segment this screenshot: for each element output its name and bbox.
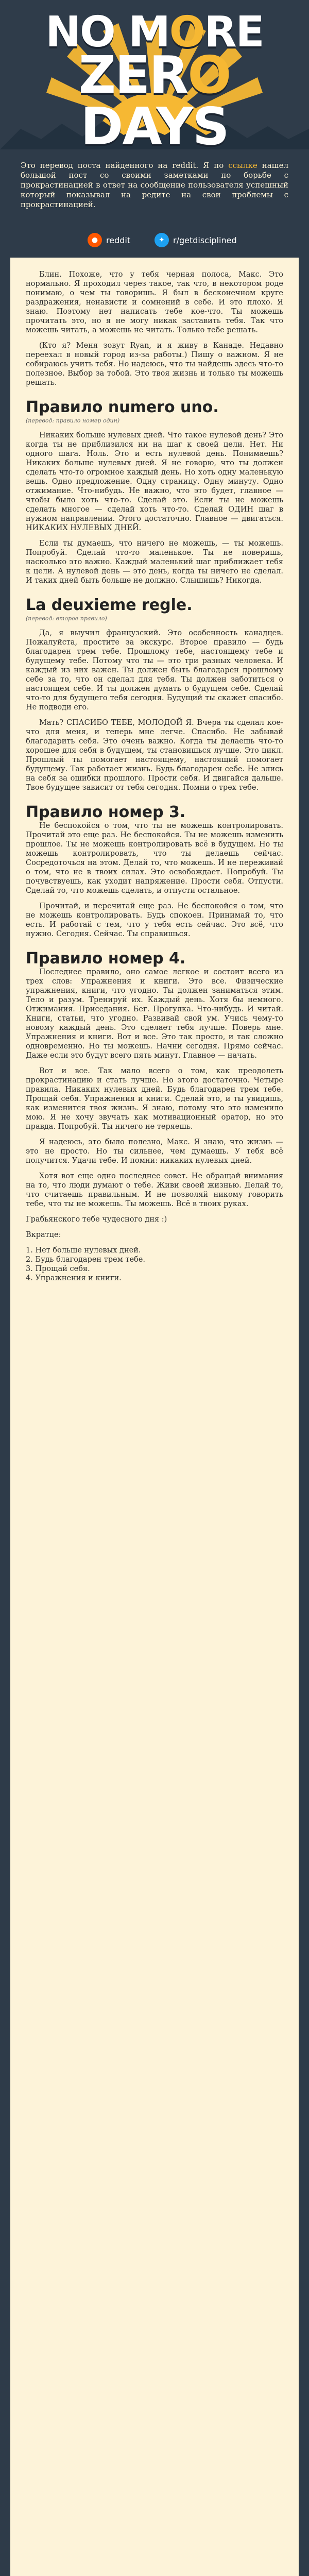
paragraph: Никаких больше нулевых дней. Что такое нулевой день? Это когда ты не приблизился ни на шаг к своей цели. Нет. Ни одного шага. Ноль. Это и есть нулевой день. Понимаешь? Никаких больше нулевых дней. Я не говорю, что ты должен сделать что-то огромное каждый день. Но хоть одну маленькую вещь. Одно предложение. Одну страницу. Одну минуту. Одно отжимание. Что-нибудь. Не важно, что это будет, главное — чтобы было хоть что-то. Сделай это. Если ты не можешь сделать многое — сделай хоть что-то. Сделай ОДИН шаг в нужном направлении. Этого достаточно. Главное — двигаться. НИКАКИХ НУЛЕВЫХ ДНЕЙ.: [26, 431, 283, 532]
paragraph: Мать? СПАСИБО ТЕБЕ, МОЛОДОЙ Я. Вчера ты сделал кое-что для меня, и теперь мне легче. Спасибо. Не забывай благодарить себя. Это очень важно. Когда ты делаешь что-то хорошее для себя в будущем, ты становишься лучше. Это цикл. Прошлый ты помогает настоящему, настоящий помогает будущему. Так работает жизнь. Будь благодарен себе. Не злись на себя за ошибки прошлого. Прости себя. И двигайся дальше. Твое будущее зависит от тебя сегодня. Помни о трех тебе.: [26, 719, 283, 792]
paragraph: Блин. Похоже, что у тебя черная полоса, Макс. Это нормально. Я проходил через такое, так что, в некотором роде понимаю, о чем ты говоришь. Я был в бесконечном круге раздражения, ненависти и сомнений в себе. И это плохо. Я знаю. Поэтому нет написать тебе кое-что. Ты можешь прочитать это, но я не могу никак заставить тебя. Так что можешь читать, а можешь не читать. Только тебе решать.: [26, 270, 283, 334]
reddit-icon: ●: [88, 233, 102, 247]
title-line-1: NO MORE: [45, 8, 264, 57]
reddit-link[interactable]: ● reddit: [88, 233, 130, 247]
rule-heading: Правило номер 4.: [26, 950, 186, 968]
paragraph: Я надеюсь, это было полезно, Макс. Я знаю, что жизнь — это не просто. Но ты сильнее, чем думаешь. У тебя всё получится. Удачи тебе. И помни: никаких нулевых дней.: [26, 1138, 283, 1165]
paragraph: Грабьянского тебе чудесного дня :): [26, 1215, 167, 1224]
twitter-icon: ✦: [154, 233, 169, 247]
paragraph: Да, я выучил французский. Это особенность канадцев. Пожалуйста, простите за экскурс. Второе правило — будь благодарен трем тебе. Прошлому тебе, настоящему тебе и будущему тебе. Потому что ты — это три разных человека. И каждый из них важен. Ты должен быть благодарен прошлому себе за то, что он сделал для тебя. Ты должен заботиться о настоящем себе. И ты должен думать о будущем себе. Сделай что-то для будущего тебя сегодня. Будущий ты скажет спасибо. Не подводи его.: [26, 629, 283, 711]
title: [0, 8, 309, 149]
summary-list: [26, 1246, 283, 1283]
paragraph: Последнее правило, оно самое легкое и состоит всего из трех слов: Упражнения и книги. Это все. Физические упражнения, книги, что угодно. Ты должен заниматься этим. Тело и разум. Тренируй их. Каждый день. Хотя бы немного. Отжимания. Приседания. Бег. Прогулка. Что-нибудь. И читай. Книги, статьи, что угодно. Развивай свой ум. Учись чему-то новому каждый день. Это сделает тебя лучше. Поверь мне. Упражнения и книги. Вот и все. Это так просто, и так сложно одновременно. Но ты можешь. Начни сегодня. Прямо сейчас. Даже если это будут всего пять минут. Главное — начать.: [26, 968, 283, 1060]
paragraph: (Кто я? Меня зовут Ryan, и я живу в Канаде. Недавно переехал в новый город из-за работы.) Пишу о важном. Я не собираюсь учить тебя. Но надеюсь, что ты найдешь здесь что-то полезное. Выбор за тобой. Это твоя жизнь и только ты можешь решать.: [26, 342, 283, 387]
rule-heading: Правило номер 3.: [26, 803, 186, 821]
rule-heading: Правило numero uno.: [26, 398, 219, 416]
paragraph: Прочитай, и перечитай еще раз. Не беспокойся о том, что не можешь контролировать. Будь спокоен. Принимай то, что есть. И работай с тем, что у тебя есть сейчас. Это всё, что нужно. Сегодня. Сейчас. Ты справишься.: [26, 902, 283, 938]
article-body: [10, 258, 299, 2576]
subreddit-link[interactable]: ✦ r/getdisciplined: [154, 233, 237, 247]
summary-item: 1. Нет больше нулевых дней.: [26, 1246, 141, 1255]
social-links: [0, 232, 309, 249]
intro-text: Это перевод поста найденного на reddit. Я по ссылке нашел большой пост со своими заметками по борьбе с прокрастинацией в ответ на сообщение пользователя успешный который показывал на редите на свои проблемы с прокрастинацией.: [21, 161, 288, 209]
source-link[interactable]: ссылке: [228, 161, 258, 170]
summary-item: 2. Будь благодарен трем тебе.: [26, 1256, 145, 1264]
paragraph: Не беспокойся о том, что ты не можешь контролировать. Прочитай это еще раз. Не беспокойся. Ты не можешь изменить прошлое. Ты не можешь контролировать всё в будущем. Но ты можешь контролировать, что ты делаешь сейчас. Сосредоточься на этом. Делай то, что можешь. И не переживай о том, что не в твоих силах. Это освобождает. Попробуй. Ты почувствуешь, как уходит напряжение. Прости себя. Отпусти. Сделай то, что можешь сделать, и отпусти остальное.: [26, 822, 283, 895]
paragraph: Вот и все. Так мало всего о том, как преодолеть прокрастинацию и стать лучше. Но этого достаточно. Четыре правила. Никаких нулевых дней. Будь благодарен трем тебе. Прощай себя. Упражнения и книги. Сделай это, и ты увидишь, как изменится твоя жизнь. Я знаю, потому что это изменило мою. Я не хочу звучать как мотивационный оратор, но это правда. Попробуй. Ты ничего не теряешь.: [26, 1067, 283, 1131]
summary-item: 3. Прощай себя.: [26, 1265, 90, 1273]
rule-heading: La deuxieme regle.: [26, 596, 193, 614]
summary-item: 4. Упражнения и книги.: [26, 1274, 122, 1282]
header: [0, 0, 309, 149]
summary-title: Вкратце:: [26, 1231, 61, 1239]
rule-subtitle: (перевод: правило номер один): [26, 417, 120, 424]
rule-subtitle: (перевод: второе правило): [26, 615, 107, 622]
title-line-2: ZERO DAYS: [78, 45, 231, 149]
paragraph: Если ты думаешь, что ничего не можешь, — ты можешь. Попробуй. Сделай что-то маленькое. Ты не поверишь, насколько это важно. Каждый маленький шаг приближает тебя к цели. А нулевой день — это день, когда ты ничего не сделал. И таких дней быть больше не должно. Слышишь? Никогда.: [26, 539, 283, 585]
paragraph: Хотя вот еще одно последнее совет. Не обращай внимания на то, что люди думают о тебе. Живи своей жизнью. Делай то, что считаешь правильным. И не позволяй никому говорить тебе, что ты не можешь. Ты можешь. Всё в твоих руках.: [26, 1172, 283, 1208]
